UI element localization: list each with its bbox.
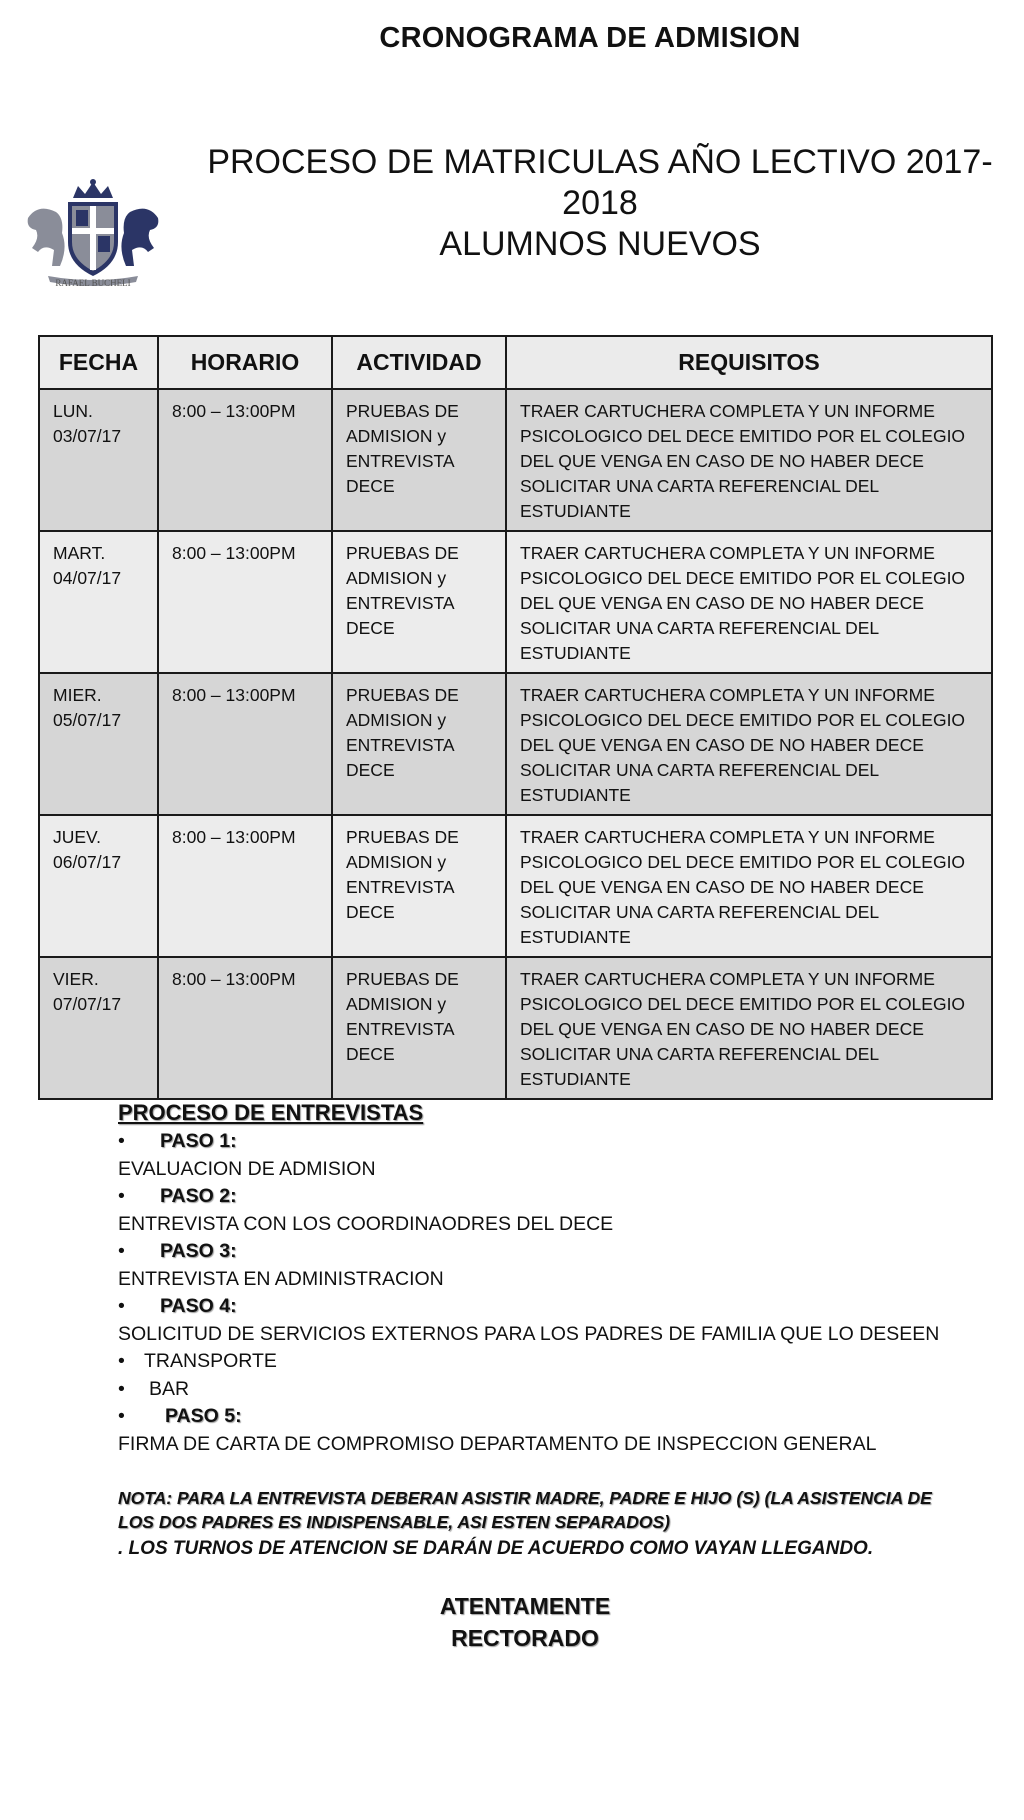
cell-horario: 8:00 – 13:00PM bbox=[158, 815, 332, 957]
bullet: • bbox=[118, 1377, 125, 1400]
admission-schedule-table bbox=[38, 335, 993, 1100]
attendance-note: NOTA: PARA LA ENTREVISTA DEBERAN ASISTIR MADRE, PADRE E HIJO (S) (LA ASISTENCIA DE LOS DOS PADRES ES INDISPENSABLE, ASI ESTEN SEPARADOS) bbox=[118, 1488, 932, 1532]
cell-actividad: PRUEBAS DE ADMISION y ENTREVISTA DECE bbox=[332, 957, 506, 1099]
fecha-day: MIER. bbox=[53, 685, 102, 705]
logo-caption: RAFAEL BUCHELI bbox=[55, 278, 131, 288]
table-header-row bbox=[39, 336, 992, 389]
table-row bbox=[39, 531, 992, 673]
bullet: • bbox=[118, 1185, 125, 1207]
bullet: • bbox=[118, 1405, 125, 1427]
cell-fecha bbox=[39, 389, 158, 531]
step-4 bbox=[118, 1293, 998, 1321]
column-header-horario: HORARIO bbox=[158, 336, 332, 389]
subtitle-line-1: PROCESO DE MATRICULAS AÑO LECTIVO 2017-2018 bbox=[207, 143, 993, 222]
column-header-actividad: ACTIVIDAD bbox=[332, 336, 506, 389]
step-label: PASO 2: bbox=[160, 1185, 237, 1207]
interview-process-heading: PROCESO DE ENTREVISTAS bbox=[118, 1100, 424, 1125]
step-label: PASO 4: bbox=[160, 1295, 237, 1317]
step-text: ENTREVISTA EN ADMINISTRACION bbox=[118, 1267, 444, 1290]
step-text: ENTREVISTA CON LOS COORDINAODRES DEL DECE bbox=[118, 1212, 614, 1235]
step-label: PASO 1: bbox=[160, 1130, 237, 1152]
cell-actividad: PRUEBAS DE ADMISION y ENTREVISTA DECE bbox=[332, 815, 506, 957]
fecha-date: 03/07/17 bbox=[53, 426, 122, 446]
turns-note: . LOS TURNOS DE ATENCION SE DARÁN DE ACUERDO COMO VAYAN LLEGANDO. bbox=[118, 1538, 874, 1559]
step-1 bbox=[118, 1128, 998, 1156]
step-2 bbox=[118, 1183, 998, 1211]
subtitle-line-2: ALUMNOS NUEVOS bbox=[439, 225, 761, 263]
table-row bbox=[39, 673, 992, 815]
step-label: PASO 5: bbox=[165, 1405, 242, 1427]
cell-requisitos: TRAER CARTUCHERA COMPLETA Y UN INFORME PSICOLOGICO DEL DECE EMITIDO POR EL COLEGIO DEL QUE VENGA EN CASO DE NO HABER DECE SOLICITAR UNA CARTA REFERENCIAL DEL ESTUDIANTE bbox=[506, 389, 992, 531]
fecha-date: 06/07/17 bbox=[53, 852, 122, 872]
fecha-date: 05/07/17 bbox=[53, 710, 122, 730]
table-row bbox=[39, 815, 992, 957]
school-crest-logo bbox=[18, 178, 168, 293]
service-label: BAR bbox=[149, 1377, 190, 1400]
step-label: PASO 3: bbox=[160, 1240, 237, 1262]
fecha-day: LUN. bbox=[53, 401, 93, 421]
bullet: • bbox=[118, 1240, 125, 1262]
column-header-fecha: FECHA bbox=[39, 336, 158, 389]
bullet: • bbox=[118, 1295, 125, 1317]
fecha-date: 04/07/17 bbox=[53, 568, 122, 588]
fecha-day: JUEV. bbox=[53, 827, 101, 847]
bullet: • bbox=[118, 1350, 125, 1372]
page-title: CRONOGRAMA DE ADMISION bbox=[379, 22, 801, 54]
fecha-day: MART. bbox=[53, 543, 106, 563]
cell-actividad: PRUEBAS DE ADMISION y ENTREVISTA DECE bbox=[332, 673, 506, 815]
closing-line-1: ATENTAMENTE bbox=[439, 1593, 611, 1619]
cell-actividad: PRUEBAS DE ADMISION y ENTREVISTA DECE bbox=[332, 531, 506, 673]
service-item bbox=[118, 1376, 998, 1404]
step-text: SOLICITUD DE SERVICIOS EXTERNOS PARA LOS PADRES DE FAMILIA QUE LO DESEEN bbox=[118, 1322, 940, 1345]
step-3 bbox=[118, 1238, 998, 1266]
service-label: TRANSPORTE bbox=[144, 1350, 277, 1372]
step-text: EVALUACION DE ADMISION bbox=[118, 1157, 376, 1180]
fecha-day: VIER. bbox=[53, 969, 99, 989]
cell-actividad: PRUEBAS DE ADMISION y ENTREVISTA DECE bbox=[332, 389, 506, 531]
cell-horario: 8:00 – 13:00PM bbox=[158, 389, 332, 531]
cell-requisitos: TRAER CARTUCHERA COMPLETA Y UN INFORME PSICOLOGICO DEL DECE EMITIDO POR EL COLEGIO DEL QUE VENGA EN CASO DE NO HABER DECE SOLICITAR UNA CARTA REFERENCIAL DEL ESTUDIANTE bbox=[506, 531, 992, 673]
cell-requisitos: TRAER CARTUCHERA COMPLETA Y UN INFORME PSICOLOGICO DEL DECE EMITIDO POR EL COLEGIO DEL QUE VENGA EN CASO DE NO HABER DECE SOLICITAR UNA CARTA REFERENCIAL DEL ESTUDIANTE bbox=[506, 815, 992, 957]
closing-signature bbox=[340, 1590, 710, 1654]
cell-requisitos: TRAER CARTUCHERA COMPLETA Y UN INFORME PSICOLOGICO DEL DECE EMITIDO POR EL COLEGIO DEL QUE VENGA EN CASO DE NO HABER DECE SOLICITAR UNA CARTA REFERENCIAL DEL ESTUDIANTE bbox=[506, 957, 992, 1099]
bullet: • bbox=[118, 1130, 125, 1152]
cell-horario: 8:00 – 13:00PM bbox=[158, 673, 332, 815]
column-header-requisitos: REQUISITOS bbox=[506, 336, 992, 389]
cell-requisitos: TRAER CARTUCHERA COMPLETA Y UN INFORME PSICOLOGICO DEL DECE EMITIDO POR EL COLEGIO DEL QUE VENGA EN CASO DE NO HABER DECE SOLICITAR UNA CARTA REFERENCIAL DEL ESTUDIANTE bbox=[506, 673, 992, 815]
interview-process-section bbox=[118, 1098, 998, 1458]
cell-fecha bbox=[39, 957, 158, 1099]
closing-line-2: RECTORADO bbox=[451, 1625, 599, 1651]
table-row bbox=[39, 389, 992, 531]
cell-fecha bbox=[39, 531, 158, 673]
service-item bbox=[118, 1348, 998, 1376]
cell-fecha bbox=[39, 815, 158, 957]
step-text: FIRMA DE CARTA DE COMPROMISO DEPARTAMENTO DE INSPECCION GENERAL bbox=[118, 1432, 877, 1455]
table-row bbox=[39, 957, 992, 1099]
page-subtitle bbox=[200, 142, 1000, 265]
cell-horario: 8:00 – 13:00PM bbox=[158, 957, 332, 1099]
fecha-date: 07/07/17 bbox=[53, 994, 122, 1014]
step-5 bbox=[118, 1403, 998, 1431]
cell-horario: 8:00 – 13:00PM bbox=[158, 531, 332, 673]
cell-fecha bbox=[39, 673, 158, 815]
